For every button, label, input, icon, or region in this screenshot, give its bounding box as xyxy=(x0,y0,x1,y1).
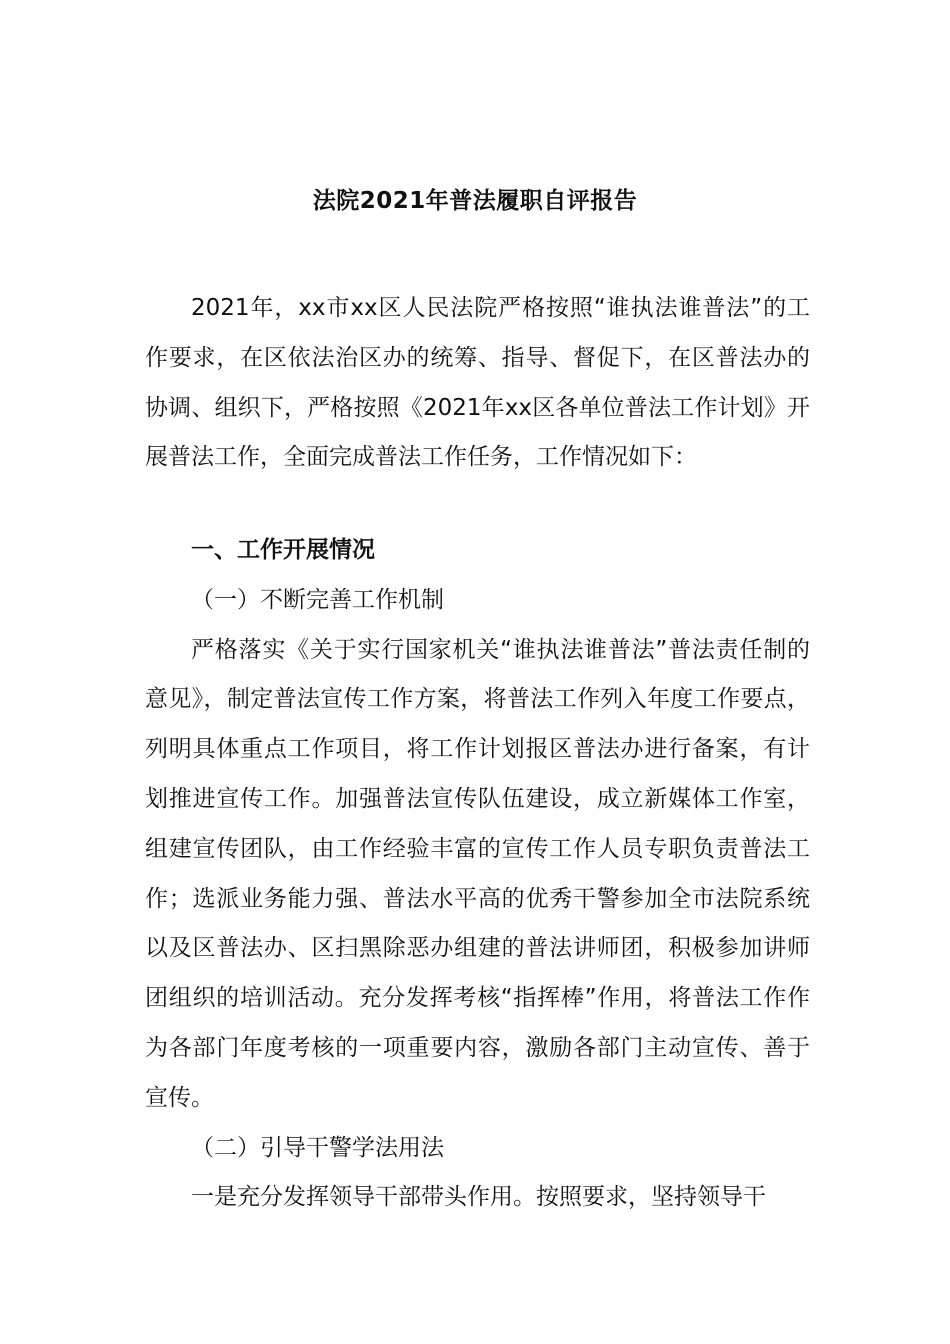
subsection-heading-2: （二）引导干警学法用法 xyxy=(191,1134,444,1161)
document-title: 法院2021年普法履职自评报告 xyxy=(312,188,638,214)
document-body xyxy=(145,284,810,483)
section-heading-1: 一、工作开展情况 xyxy=(191,537,375,563)
subsection-1-paragraph: 严格落实《关于实行国家机关“谁执法谁普法”普法责任制的意见》，制定普法宣传工作方案，将普法工作列入年度工作要点，列明具体重点工作项目，将工作计划报区普法办进行备案，有计划推进宣传工作。加强普法宣传队伍建设，成立新媒体工作室，组建宣传团队，由工作经验丰富的宣传工作人员专职负责普法工作；选派业务能力强、普法水平高的优秀干警参加全市法院系统以及区普法办、区扫黑除恶办组建的普法讲师团，积极参加讲师团组织的培训活动。充分发挥考核“指挥棒”作用，将普法工作作为各部门年度考核的一项重要内容，激励各部门主动宣传、善于宣传。 xyxy=(145,636,810,1111)
intro-paragraph: 2021年，xx市xx区人民法院严格按照“谁执法谁普法”的工作要求，在区依法治区办的统筹、指导、督促下，在区普法办的协调、组织下，严格按照《2021年xx区各单位普法工作计划》开展普法工作，全面完成普法工作任务，工作情况如下： xyxy=(145,295,810,471)
subsection-2-paragraph: 一是充分发挥领导干部带头作用。按照要求，坚持领导干 xyxy=(191,1184,766,1211)
subsection-heading-1: （一）不断完善工作机制 xyxy=(191,586,444,613)
section-body xyxy=(145,526,810,1223)
